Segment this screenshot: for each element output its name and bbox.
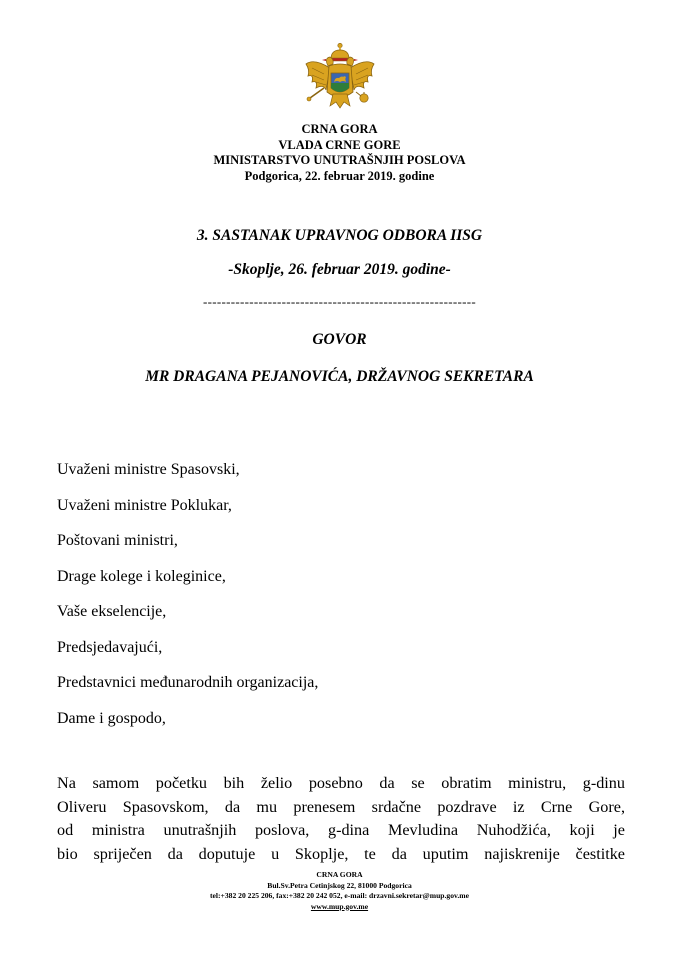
paragraph-line: od ministra unutrašnjih poslova, g-dina Mevludina Nuhodžića, koji je [57, 821, 625, 839]
header-ministry: MINISTARSTVO UNUTRAŠNJIH POSLOVA [213, 153, 466, 167]
speaker-name: MR DRAGANA PEJANOVIĆA, DRŽAVNOG SEKRETARA [145, 368, 534, 385]
greetings-list [57, 460, 318, 744]
separator-line: ----------------------------------------------------------- [202, 294, 477, 309]
greeting-line: Poštovani ministri, [57, 532, 178, 549]
document-footer [0, 870, 679, 912]
greeting-line: Vaše ekselencije, [57, 603, 167, 620]
document-header [0, 122, 679, 184]
footer-contact: tel:+382 20 225 206, fax:+382 20 242 052, e-mail: drzavni.sekretar@mup.gov.me [210, 891, 469, 900]
crown-icon [331, 43, 349, 61]
paragraph-line: bio spriječen da doputuje u Skoplje, te da uputim najiskrenije čestitke [57, 844, 625, 863]
coat-of-arms-emblem [300, 42, 380, 116]
footer-website-link[interactable]: www.mup.gov.me [310, 901, 369, 911]
header-government: VLADA CRNE GORE [278, 137, 401, 152]
greeting-line: Drage kolege i koleginice, [57, 567, 226, 585]
greeting-line: Uvaženi ministre Spasovski, [57, 461, 240, 478]
header-country: CRNA GORA [301, 122, 378, 136]
footer-address: Bul.Sv.Petra Cetinjskog 22, 81000 Podgorica [267, 880, 412, 890]
paragraph-line: Oliveru Spasovskom, da mu prenesem srdačne pozdrave iz Crne Gore, [57, 797, 625, 816]
meeting-title: 3. SASTANAK UPRAVNOG ODBORA IISG [196, 227, 483, 244]
footer-country: CRNA GORA [316, 870, 363, 879]
greeting-line: Uvaženi ministre Poklukar, [57, 496, 232, 514]
speech-label: GOVOR [312, 331, 367, 348]
greeting-line: Dame i gospodo, [57, 709, 166, 727]
paragraph-line: Na samom početku bih želio posebno da se obratim ministru, g-dinu [57, 774, 625, 792]
greeting-line: Predsjedavajući, [57, 638, 163, 656]
greeting-line: Predstavnici međunarodnih organizacija, [57, 674, 319, 691]
meeting-place-date: -Skoplje, 26. februar 2019. godine- [228, 261, 451, 278]
body-paragraph [57, 772, 625, 866]
shield-lion-icon [331, 73, 349, 92]
header-date: Podgorica, 22. februar 2019. godine [244, 168, 435, 183]
